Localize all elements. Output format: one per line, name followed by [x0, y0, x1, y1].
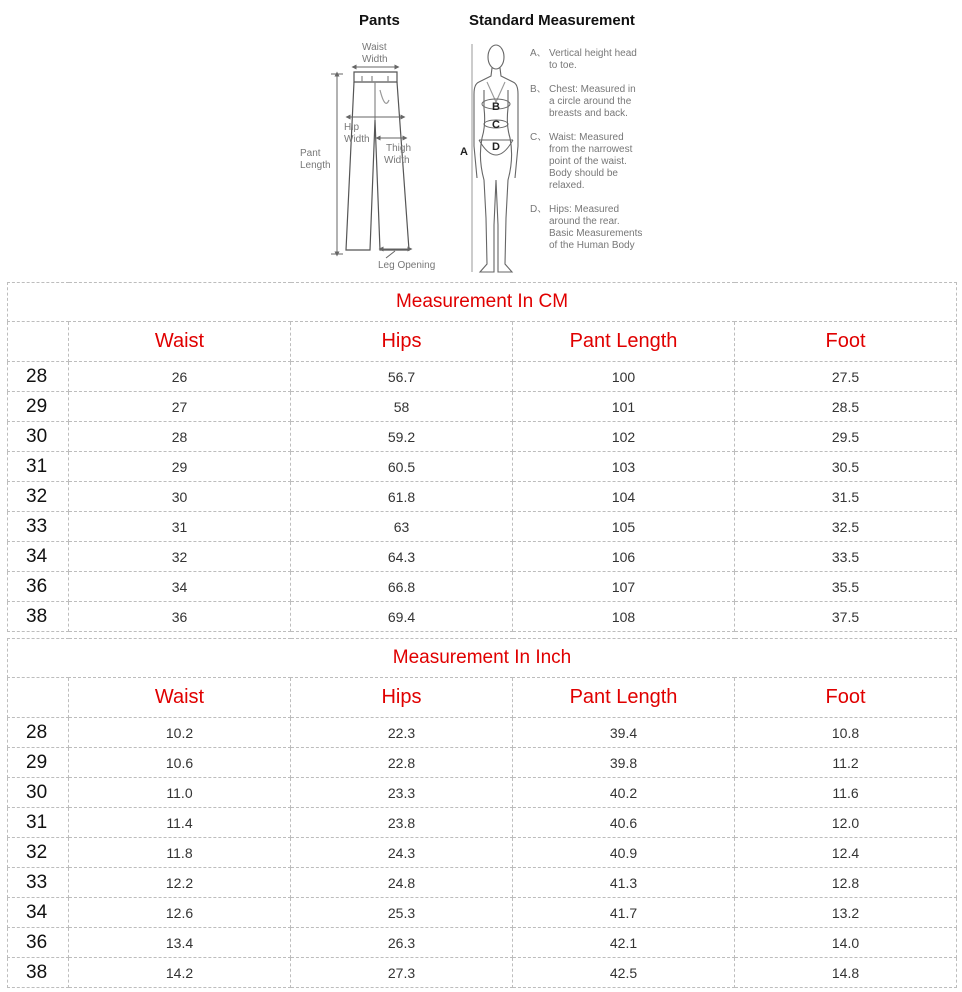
note-key: D、 [530, 204, 548, 215]
note-line: breasts and back. [549, 108, 628, 119]
waist-cell: 12.2 [69, 868, 291, 898]
table-row [8, 482, 957, 512]
pant-length-cell: 42.1 [513, 928, 735, 958]
header-foot: Foot [735, 322, 957, 362]
size-cell: 31 [8, 452, 69, 482]
waist-cell: 32 [69, 542, 291, 572]
cm-table-title: Measurement In CM [8, 283, 957, 322]
inch-table-title: Measurement In Inch [8, 639, 957, 678]
pant-length-cell: 40.2 [513, 778, 735, 808]
table-row [8, 452, 957, 482]
header-pant-length: Pant Length [513, 322, 735, 362]
table-row [8, 542, 957, 572]
pant-length-cell: 103 [513, 452, 735, 482]
waist-cell: 10.2 [69, 718, 291, 748]
size-cell: 36 [8, 928, 69, 958]
waist-cell: 13.4 [69, 928, 291, 958]
table-row [8, 422, 957, 452]
foot-cell: 37.5 [735, 602, 957, 632]
size-cell: 30 [8, 422, 69, 452]
table-row [8, 928, 957, 958]
size-cell: 33 [8, 512, 69, 542]
pant-length-cell: 108 [513, 602, 735, 632]
marker-a: A [460, 146, 468, 158]
label-leg-opening: Leg Opening [378, 260, 436, 271]
label-waist-1: Waist [362, 42, 387, 53]
pant-length-cell: 102 [513, 422, 735, 452]
hips-cell: 66.8 [291, 572, 513, 602]
hips-cell: 64.3 [291, 542, 513, 572]
table-row [8, 718, 957, 748]
hips-cell: 23.8 [291, 808, 513, 838]
size-cell: 34 [8, 898, 69, 928]
note-line: Body should be [549, 168, 618, 179]
inch-table-header [8, 678, 957, 718]
pant-length-cell: 42.5 [513, 958, 735, 988]
pant-length-cell: 100 [513, 362, 735, 392]
hips-cell: 59.2 [291, 422, 513, 452]
table-row [8, 868, 957, 898]
note-line: Basic Measurements [549, 228, 643, 239]
pant-length-cell: 107 [513, 572, 735, 602]
pant-length-cell: 39.8 [513, 748, 735, 778]
foot-cell: 10.8 [735, 718, 957, 748]
foot-cell: 11.2 [735, 748, 957, 778]
waist-cell: 26 [69, 362, 291, 392]
hips-cell: 56.7 [291, 362, 513, 392]
table-row [8, 748, 957, 778]
foot-cell: 27.5 [735, 362, 957, 392]
table-row [8, 512, 957, 542]
waist-cell: 28 [69, 422, 291, 452]
standard-title: Standard Measurement [469, 12, 635, 29]
waist-cell: 14.2 [69, 958, 291, 988]
table-row [8, 572, 957, 602]
label-pant-1: Pant [300, 148, 321, 159]
hips-cell: 22.8 [291, 748, 513, 778]
table-row [8, 838, 957, 868]
foot-cell: 14.0 [735, 928, 957, 958]
waist-cell: 30 [69, 482, 291, 512]
hips-cell: 27.3 [291, 958, 513, 988]
header-hips: Hips [291, 678, 513, 718]
label-hip-2: Width [344, 134, 370, 145]
pant-length-cell: 105 [513, 512, 735, 542]
pant-length-cell: 101 [513, 392, 735, 422]
foot-cell: 35.5 [735, 572, 957, 602]
header-waist: Waist [69, 322, 291, 362]
label-waist-2: Width [362, 54, 388, 65]
note-key: A、 [530, 48, 547, 59]
foot-cell: 11.6 [735, 778, 957, 808]
pant-length-cell: 41.3 [513, 868, 735, 898]
label-thigh-2: Width [384, 155, 410, 166]
note-line: Vertical height head [549, 48, 637, 59]
size-cell: 36 [8, 572, 69, 602]
table-row [8, 958, 957, 988]
hips-cell: 61.8 [291, 482, 513, 512]
table-row [8, 362, 957, 392]
hips-cell: 58 [291, 392, 513, 422]
hips-cell: 24.3 [291, 838, 513, 868]
foot-cell: 28.5 [735, 392, 957, 422]
label-thigh-1: Thigh [386, 143, 412, 154]
hips-cell: 22.3 [291, 718, 513, 748]
note-line: to toe. [549, 60, 577, 71]
size-cell: 33 [8, 868, 69, 898]
foot-cell: 14.8 [735, 958, 957, 988]
size-cell: 31 [8, 808, 69, 838]
header-waist: Waist [69, 678, 291, 718]
inch-size-table [7, 638, 957, 988]
label-pant-2: Length [300, 160, 331, 171]
pant-length-cell: 40.9 [513, 838, 735, 868]
waist-cell: 36 [69, 602, 291, 632]
foot-cell: 29.5 [735, 422, 957, 452]
label-hip-1: Hip [344, 122, 360, 133]
pant-length-cell: 40.6 [513, 808, 735, 838]
marker-d: D [492, 141, 500, 153]
foot-cell: 30.5 [735, 452, 957, 482]
size-cell: 34 [8, 542, 69, 572]
header-size-corner [8, 322, 69, 362]
waist-cell: 11.8 [69, 838, 291, 868]
foot-cell: 12.0 [735, 808, 957, 838]
foot-cell: 12.4 [735, 838, 957, 868]
size-cell: 29 [8, 748, 69, 778]
size-cell: 32 [8, 482, 69, 512]
note-line: Chest: Measured in [549, 84, 636, 95]
header-size-corner [8, 678, 69, 718]
foot-cell: 13.2 [735, 898, 957, 928]
pant-length-cell: 41.7 [513, 898, 735, 928]
waist-cell: 34 [69, 572, 291, 602]
note-line: of the Human Body [549, 240, 635, 251]
note-line: relaxed. [549, 180, 585, 191]
pant-length-cell: 104 [513, 482, 735, 512]
measurement-diagram [0, 0, 962, 278]
size-cell: 29 [8, 392, 69, 422]
foot-cell: 12.8 [735, 868, 957, 898]
note-line: Waist: Measured [549, 132, 624, 143]
foot-cell: 31.5 [735, 482, 957, 512]
note-line: point of the waist. [549, 156, 627, 167]
hips-cell: 23.3 [291, 778, 513, 808]
size-cell: 30 [8, 778, 69, 808]
foot-cell: 32.5 [735, 512, 957, 542]
note-key: B、 [530, 84, 547, 95]
hips-cell: 63 [291, 512, 513, 542]
note-key: C、 [530, 132, 548, 143]
waist-cell: 11.4 [69, 808, 291, 838]
diagram-svg [0, 0, 962, 278]
note-line: from the narrowest [549, 144, 633, 155]
hips-cell: 25.3 [291, 898, 513, 928]
waist-cell: 11.0 [69, 778, 291, 808]
size-cell: 32 [8, 838, 69, 868]
note-line: a circle around the [549, 96, 632, 107]
body-measure-lines [472, 44, 513, 272]
table-row [8, 602, 957, 632]
header-pant-length: Pant Length [513, 678, 735, 718]
note-line: Hips: Measured [549, 204, 620, 215]
pant-length-cell: 39.4 [513, 718, 735, 748]
pant-length-cell: 106 [513, 542, 735, 572]
table-row [8, 898, 957, 928]
marker-b: B [492, 101, 500, 113]
waist-cell: 12.6 [69, 898, 291, 928]
marker-c: C [492, 119, 500, 131]
size-cell: 28 [8, 718, 69, 748]
size-cell: 38 [8, 602, 69, 632]
size-cell: 38 [8, 958, 69, 988]
header-foot: Foot [735, 678, 957, 718]
table-row [8, 392, 957, 422]
size-cell: 28 [8, 362, 69, 392]
measurement-notes [530, 48, 642, 251]
note-line: around the rear. [549, 216, 620, 227]
waist-cell: 27 [69, 392, 291, 422]
table-row [8, 808, 957, 838]
hips-cell: 60.5 [291, 452, 513, 482]
waist-cell: 29 [69, 452, 291, 482]
cm-size-table [7, 282, 957, 632]
hips-cell: 26.3 [291, 928, 513, 958]
pants-title: Pants [359, 12, 400, 29]
body-figure [474, 45, 518, 272]
waist-cell: 31 [69, 512, 291, 542]
waist-cell: 10.6 [69, 748, 291, 778]
table-row [8, 778, 957, 808]
hips-cell: 69.4 [291, 602, 513, 632]
header-hips: Hips [291, 322, 513, 362]
hips-cell: 24.8 [291, 868, 513, 898]
cm-table-header [8, 322, 957, 362]
foot-cell: 33.5 [735, 542, 957, 572]
